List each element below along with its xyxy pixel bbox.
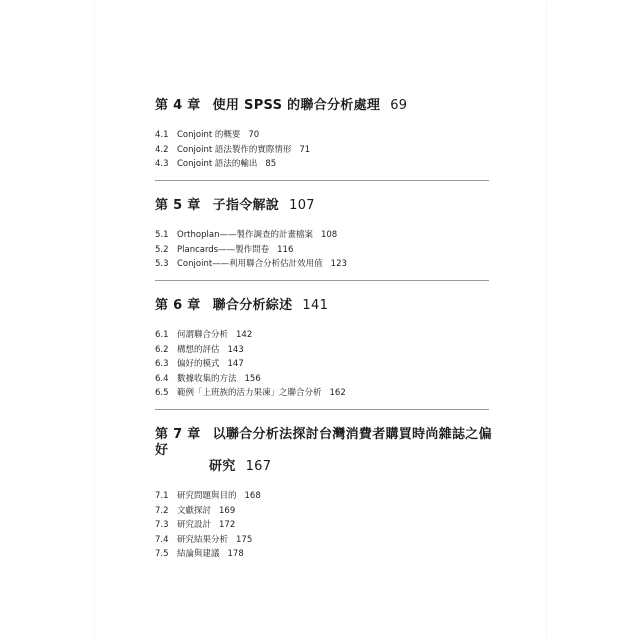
section-title: 範例「上班族的活力果凍」之聯合分析 [177,388,322,398]
list-item [155,504,505,519]
chapter-page: 167 [245,459,272,474]
section-title: 研究結果分析 [177,534,229,545]
list-item [155,143,505,158]
list-item [155,357,505,372]
section-title: 構想的評估 [177,344,220,355]
section-page: 175 [236,534,253,545]
section-number: 5.3 [155,259,169,269]
list-item [155,533,505,548]
section-number: 6.4 [155,373,169,384]
chapter-title [155,198,505,214]
list-item [155,489,505,504]
section-page: 116 [277,244,294,255]
chapter-title [155,98,505,114]
list-item [155,547,505,562]
section-list [155,489,505,562]
section-title: Conjoint 語法製作的實際情形 [177,144,292,155]
divider [155,409,489,410]
list-item [155,518,505,533]
chapter-title [155,427,505,475]
chapter-5 [155,198,505,288]
section-number: 4.2 [155,144,169,155]
chapter-6 [155,298,505,417]
chapter-name: 子指令解說 [212,198,280,213]
section-title: Orthoplan——製作調查的計畫檔案 [177,230,313,240]
list-item [155,386,505,401]
section-title: 研究設計 [177,520,212,530]
section-page: 178 [227,549,244,559]
section-title: 結論與建議 [177,549,220,559]
chapter-number: 第 7 章 [155,427,201,442]
divider [155,280,489,281]
chapter-page: 107 [289,198,315,213]
section-page: 169 [219,505,236,516]
section-title: Plancards——製作問卷 [177,244,270,255]
section-title: Conjoint——利用聯合分析估計效用值 [177,259,323,269]
section-page: 71 [299,144,311,155]
section-list [155,128,505,172]
list-item [155,128,505,143]
section-number: 5.2 [155,244,169,255]
section-number: 4.3 [155,159,169,169]
section-page: 70 [248,130,260,140]
list-item [155,372,505,387]
section-title: 偏好的模式 [177,359,220,369]
section-number: 7.3 [155,520,169,530]
section-title: 文獻探討 [177,505,212,516]
section-page: 142 [236,330,253,340]
section-page: 162 [329,388,346,398]
section-number: 6.1 [155,330,169,340]
section-title: 數據收集的方法 [177,373,237,384]
chapter-number: 第 5 章 [155,198,201,213]
chapter-7 [155,427,505,578]
section-title: Conjoint 語法的輸出 [177,159,258,169]
section-page: 143 [227,344,244,355]
section-number: 7.4 [155,534,169,545]
section-title: 何謂聯合分析 [177,330,229,340]
chapter-name: 聯合分析綜述 [212,298,293,313]
chapter-page: 141 [302,298,329,313]
chapter-page: 69 [390,98,408,113]
section-number: 7.1 [155,491,169,501]
list-item [155,328,505,343]
list-item [155,157,505,172]
list-item [155,257,505,272]
section-number: 6.2 [155,344,169,355]
list-item [155,343,505,358]
list-item [155,228,505,243]
section-number: 6.5 [155,388,169,398]
section-list [155,328,505,401]
chapter-name-line2: 研究 [209,459,236,474]
section-number: 7.5 [155,549,169,559]
chapter-4 [155,98,505,188]
section-title: Conjoint 的概要 [177,130,241,140]
chapter-number: 第 4 章 [155,98,201,113]
chapter-name: 使用 SPSS 的聯合分析處理 [212,98,381,113]
section-number: 7.2 [155,505,169,516]
section-list [155,228,505,272]
section-number: 6.3 [155,359,169,369]
section-number: 4.1 [155,130,169,140]
section-page: 108 [320,230,338,240]
section-page: 172 [219,520,236,530]
section-number: 5.1 [155,230,169,240]
section-page: 168 [244,491,261,501]
section-page: 85 [265,159,277,169]
chapter-name-line1: 以聯合分析法探討台灣消費者購買時尚雜誌之偏好 [155,427,492,458]
section-page: 156 [244,373,261,384]
list-item [155,243,505,258]
section-page: 147 [227,359,244,369]
section-title: 研究問題與目的 [177,491,237,501]
chapter-number: 第 6 章 [155,298,201,313]
divider [155,180,489,181]
section-page: 123 [330,259,347,269]
chapter-title [155,298,505,314]
